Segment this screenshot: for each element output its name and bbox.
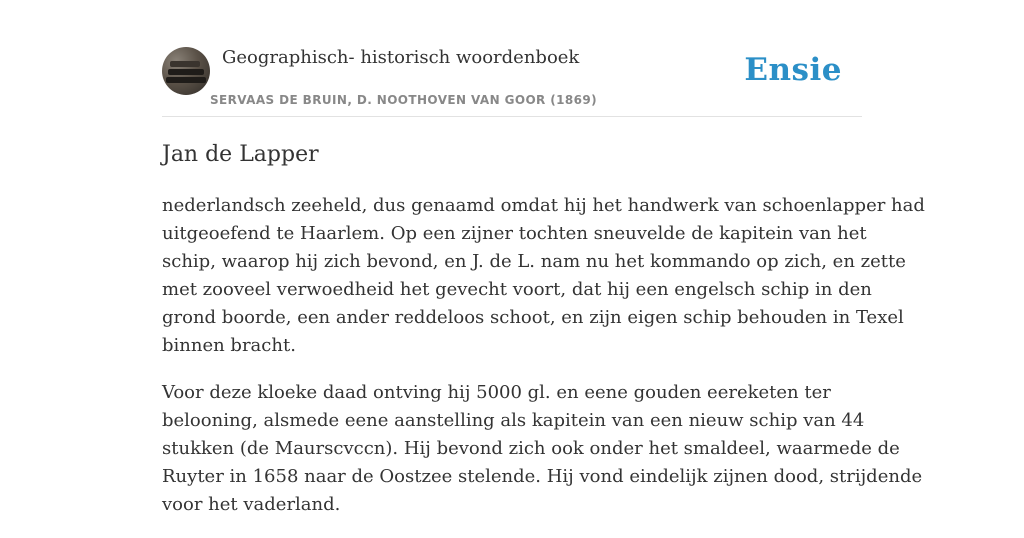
ensie-logo[interactable]: Ensie <box>744 52 842 88</box>
paragraph-line: schip, waarop hij zich bevond, en J. de L. nam nu het kommando op zich, en zette <box>162 251 906 272</box>
book-cover-icon[interactable] <box>162 47 210 95</box>
paragraph-line: stukken (de Maurscvccn). Hij bevond zich ook onder het smaldeel, waarmede de <box>162 438 900 459</box>
book-title[interactable]: Geographisch- historisch woordenboek <box>222 47 580 68</box>
entry-body <box>162 192 925 538</box>
entry-title: Jan de Lapper <box>162 142 319 167</box>
paragraph-line: uitgeoefend te Haarlem. Op een zijner tochten sneuvelde de kapitein van het <box>162 223 867 244</box>
book-authors: SERVAAS DE BRUIN, D. NOOTHOVEN VAN GOOR (1869) <box>210 93 598 107</box>
paragraph-line: grond boorde, een ander reddeloos schoot, en zijn eigen schip behouden in Texel <box>162 307 904 328</box>
paragraph-line: voor het vaderland. <box>162 494 341 515</box>
book-header <box>162 0 862 117</box>
entry-paragraph <box>162 379 923 519</box>
paragraph-line: nederlandsch zeeheld, dus genaamd omdat hij het handwerk van schoenlapper had <box>162 195 925 216</box>
paragraph-line: binnen bracht. <box>162 335 296 356</box>
paragraph-line: Voor deze kloeke daad ontving hij 5000 gl. en eene gouden eereketen ter <box>162 382 831 403</box>
entry-paragraph <box>162 192 925 360</box>
paragraph-line: met zooveel verwoedheid het gevecht voort, dat hij een engelsch schip in den <box>162 279 872 300</box>
paragraph-line: Ruyter in 1658 naar de Oostzee stelende. Hij vond eindelijk zijnen dood, strijdende <box>162 466 923 487</box>
page-container <box>162 0 925 515</box>
paragraph-line: belooning, alsmede eene aanstelling als kapitein van een nieuw schip van 44 <box>162 410 865 431</box>
